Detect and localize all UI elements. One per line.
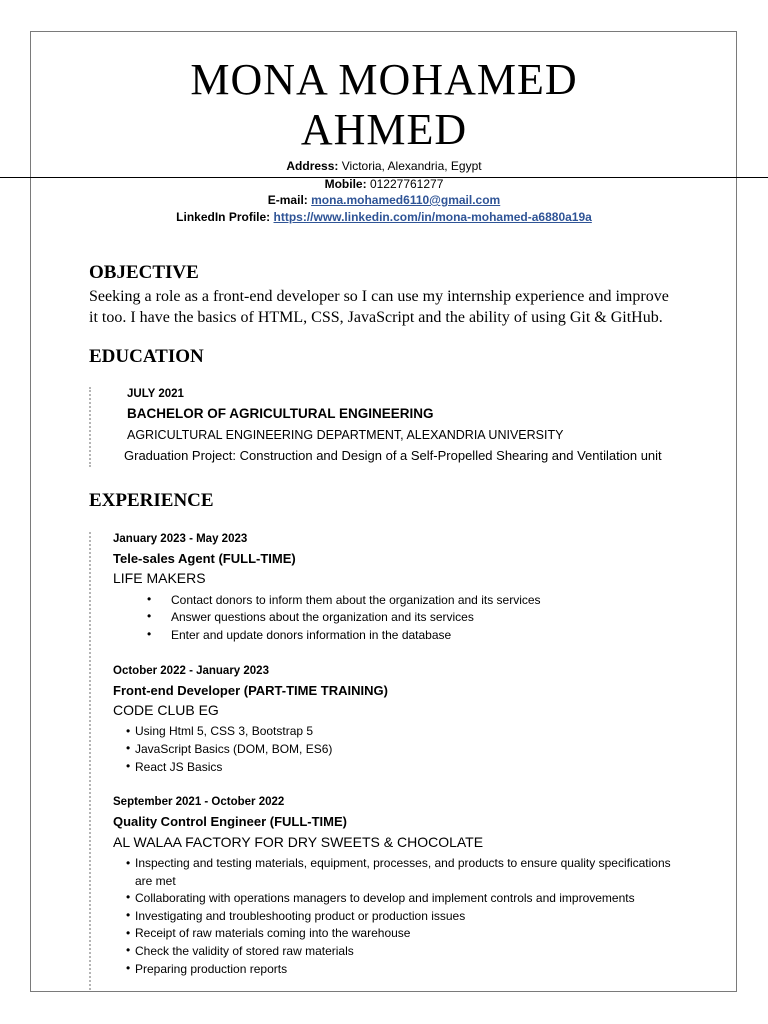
job-3-bullet-2: Collaborating with operations managers to develop and implement controls and improvements bbox=[135, 891, 635, 905]
bullet-icon: • bbox=[126, 759, 131, 773]
job-1-bullet-3: Enter and update donors information in the database bbox=[171, 628, 452, 642]
job-3-bullet-1-cont: are met bbox=[135, 874, 176, 888]
address-value: Victoria, Alexandria, Egypt bbox=[341, 159, 482, 173]
experience-timeline-bar bbox=[89, 532, 91, 990]
linkedin-line bbox=[0, 209, 768, 225]
job-1-bullet-2: Answer questions about the organization and its services bbox=[171, 610, 474, 624]
education-degree: BACHELOR OF AGRICULTURAL ENGINEERING bbox=[127, 406, 434, 421]
name-line-2: AHMED bbox=[300, 105, 468, 154]
job-1-bullet-1: Contact donors to inform them about the organization and its services bbox=[171, 593, 541, 607]
job-3-org: AL WALAA FACTORY FOR DRY SWEETS & CHOCOLATE bbox=[113, 834, 484, 850]
bullet-icon: • bbox=[126, 856, 131, 870]
job-2-org: CODE CLUB EG bbox=[113, 702, 219, 718]
bullet-icon: • bbox=[126, 741, 131, 755]
job-2-title: Front-end Developer (PART-TIME TRAINING) bbox=[113, 683, 388, 698]
job-3-title: Quality Control Engineer (FULL-TIME) bbox=[113, 814, 347, 829]
bullet-icon: • bbox=[147, 609, 152, 623]
job-2-bullet-3: React JS Basics bbox=[135, 760, 223, 774]
experience-heading: EXPERIENCE bbox=[89, 490, 214, 511]
bullet-icon: • bbox=[147, 627, 152, 641]
job-3-date: September 2021 - October 2022 bbox=[113, 796, 285, 808]
bullet-icon: • bbox=[126, 926, 131, 940]
bullet-icon: • bbox=[126, 908, 131, 922]
job-3-bullet-1: Inspecting and testing materials, equipment, processes, and products to ensure quality specifications bbox=[135, 856, 671, 870]
job-2-date: October 2022 - January 2023 bbox=[113, 665, 269, 677]
address-label: Address: bbox=[286, 159, 339, 173]
job-1-title: Tele-sales Agent (FULL-TIME) bbox=[113, 551, 296, 566]
linkedin-link[interactable]: https://www.linkedin.com/in/mona-mohamed-a6880a19a bbox=[273, 210, 592, 224]
mobile-label: Mobile: bbox=[324, 177, 367, 191]
job-1-org: LIFE MAKERS bbox=[113, 570, 206, 586]
email-link[interactable]: mona.mohamed6110@gmail.com bbox=[311, 193, 501, 207]
job-2-bullet-2: JavaScript Basics (DOM, BOM, ES6) bbox=[135, 742, 333, 756]
education-heading: EDUCATION bbox=[89, 346, 204, 367]
email-line bbox=[0, 192, 768, 208]
bullet-icon: • bbox=[147, 592, 152, 606]
linkedin-label: LinkedIn Profile: bbox=[176, 210, 271, 224]
education-timeline-bar bbox=[89, 387, 91, 467]
education-institution: AGRICULTURAL ENGINEERING DEPARTMENT, ALEXANDRIA UNIVERSITY bbox=[127, 428, 564, 442]
mobile-line bbox=[0, 176, 768, 192]
objective-line-1: Seeking a role as a front-end developer so I can use my internship experience and improve bbox=[89, 288, 669, 305]
job-3-bullet-5: Check the validity of stored raw materials bbox=[135, 944, 354, 958]
objective-heading: OBJECTIVE bbox=[89, 262, 199, 283]
job-3-bullet-6: Preparing production reports bbox=[135, 962, 288, 976]
job-3-bullet-3: Investigating and troubleshooting product or production issues bbox=[135, 909, 466, 923]
bullet-icon: • bbox=[126, 961, 131, 975]
email-label: E-mail: bbox=[267, 193, 308, 207]
job-2-bullet-1: Using Html 5, CSS 3, Bootstrap 5 bbox=[135, 724, 314, 738]
mobile-value: 01227761277 bbox=[369, 177, 444, 191]
job-3-bullet-4: Receipt of raw materials coming into the warehouse bbox=[135, 926, 411, 940]
education-date: JULY 2021 bbox=[127, 388, 184, 400]
education-project: Graduation Project: Construction and Design of a Self-Propelled Shearing and Ventilation unit bbox=[124, 448, 662, 463]
bullet-icon: • bbox=[126, 724, 131, 738]
bullet-icon: • bbox=[126, 943, 131, 957]
objective-line-2: it too. I have the basics of HTML, CSS, JavaScript and the ability of using Git & GitHub. bbox=[89, 309, 663, 326]
name-line-1: MONA MOHAMED bbox=[190, 55, 578, 104]
job-1-date: January 2023 - May 2023 bbox=[113, 533, 248, 545]
bullet-icon: • bbox=[126, 890, 131, 904]
address-line bbox=[0, 158, 768, 174]
